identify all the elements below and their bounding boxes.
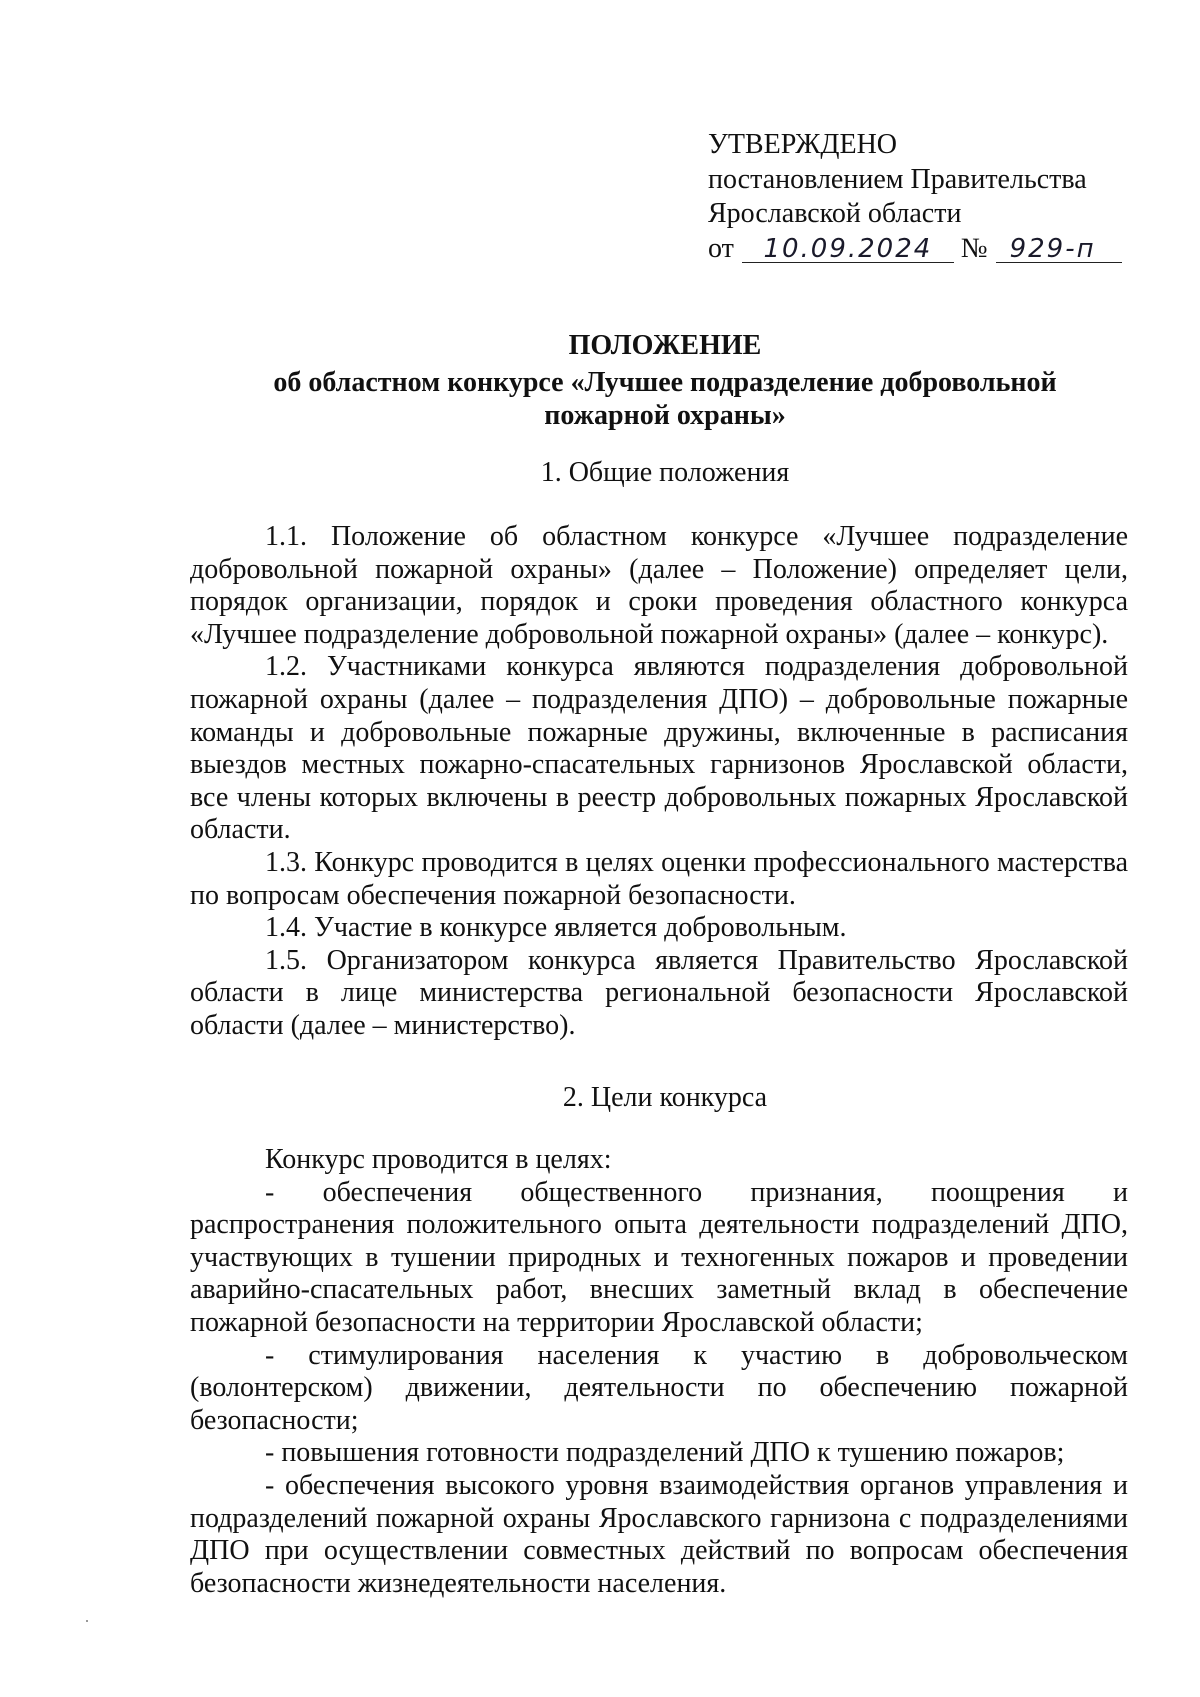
number-label: №: [960, 232, 988, 264]
paragraph-1-2: 1.2. Участниками конкурса являются подразделения добровольной пожарной охраны (далее – подразделения ДПО) – добровольные пожарные команды и добровольные пожарные дружины, включенные в расписания выездов местных пожарно-спасательных гарнизонов Ярославской области, все члены которых включены в реестр добровольных пожарных Ярославской области.: [190, 651, 1128, 846]
approval-line-region: Ярославской области: [708, 198, 962, 229]
handwritten-date: 10.09.2024: [742, 232, 954, 267]
scan-speck: [86, 1620, 88, 1622]
paragraph-1-4: 1.4. Участие в конкурсе является добровольным.: [265, 912, 847, 944]
subtitle-line-2: пожарной охраны»: [544, 400, 786, 431]
handwritten-number: 929-п: [996, 232, 1122, 267]
document-title: ПОЛОЖЕНИЕ: [568, 330, 762, 361]
section-1-body: [190, 521, 1128, 1043]
paragraph-1-3: 1.3. Конкурс проводится в целях оценки профессионального мастерства по вопросам обеспечения пожарной безопасности.: [190, 846, 1128, 911]
from-label: от: [708, 232, 734, 264]
goal-item-2: - стимулирования населения к участию в добровольческом (волонтерском) движении, деятельности по обеспечению пожарной безопасности;: [190, 1339, 1128, 1436]
section-2-heading: 2. Цели конкурса: [562, 1082, 768, 1113]
section-2-body: [190, 1144, 1128, 1600]
goal-item-4: - обеспечения высокого уровня взаимодействия органов управления и подразделений пожарной охраны Ярославского гарнизона с подразделениями ДПО при осуществлении совместных действий по вопросам обеспечения безопасности жизнедеятельности населения.: [190, 1469, 1128, 1599]
approval-line-approved: УТВЕРЖДЕНО: [708, 129, 898, 160]
document-subtitle: [190, 366, 1140, 432]
subtitle-line-1: об областном конкурсе «Лучшее подразделение добровольной: [273, 367, 1057, 398]
approval-date-number-line: [708, 232, 1122, 267]
goals-intro: Конкурс проводится в целях:: [265, 1144, 612, 1175]
goal-item-3: - повышения готовности подразделений ДПО к тушению пожаров;: [265, 1437, 1065, 1469]
approval-stamp: [708, 128, 1122, 266]
paragraph-1-1: 1.1. Положение об областном конкурсе «Лучшее подразделение добровольной пожарной охраны» (далее – Положение) определяет цели, порядок организации, порядок и сроки проведения областного конкурса «Лучшее подразделение добровольной пожарной охраны» (далее – конкурс).: [190, 521, 1128, 650]
section-1-heading: 1. Общие положения: [540, 457, 790, 488]
paragraph-1-5: 1.5. Организатором конкурса является Правительство Ярославской области в лице министерства региональной безопасности Ярославской области (далее – министерство).: [190, 944, 1128, 1041]
goal-item-1: - обеспечения общественного признания, поощрения и распространения положительного опыта деятельности подразделений ДПО, участвующих в тушении природных и техногенных пожаров и проведении аварийно-спасательных работ, внесших заметный вклад в обеспечение пожарной безопасности на территории Ярославской области;: [190, 1176, 1128, 1338]
approval-line-resolution: постановлением Правительства: [708, 163, 1087, 195]
